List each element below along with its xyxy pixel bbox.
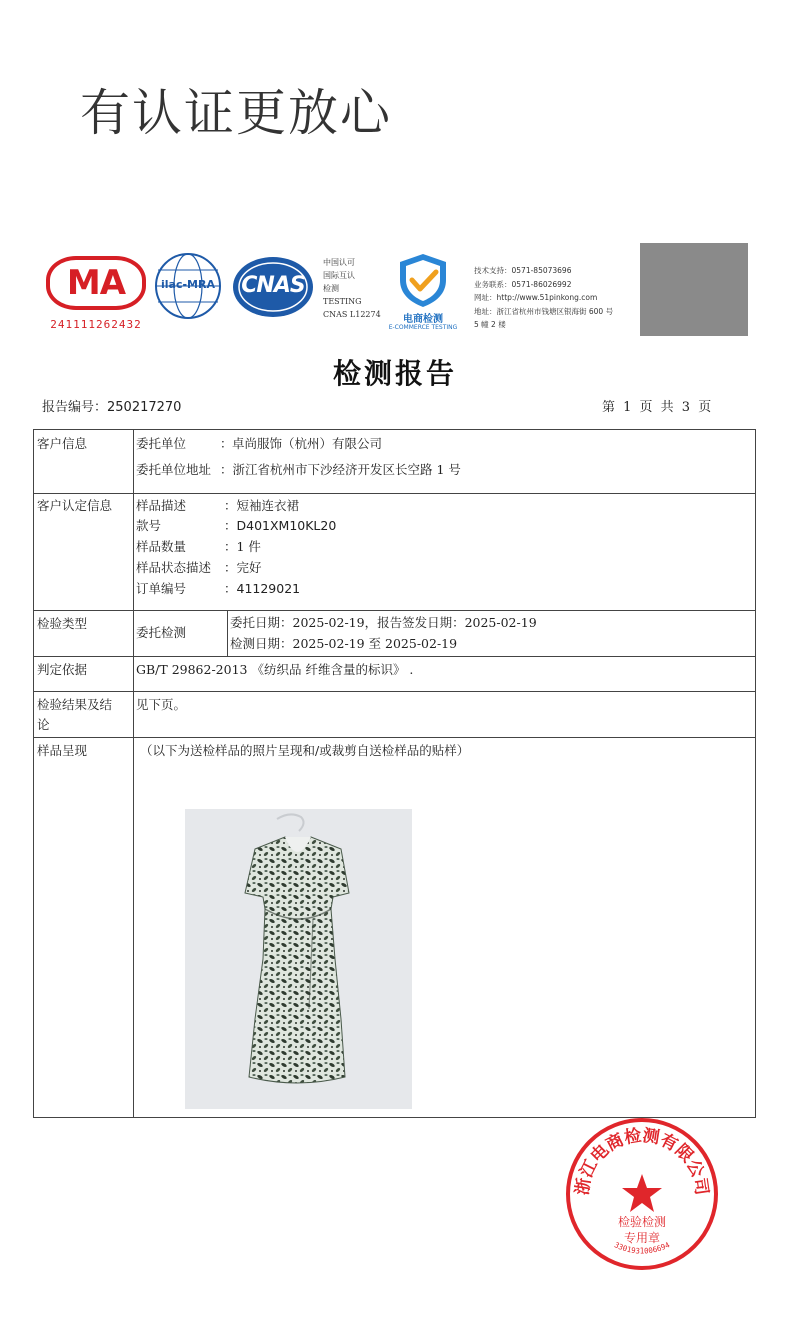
row-divider (34, 656, 755, 657)
sample-qty-label: 样品数量 (136, 539, 187, 554)
basis-value: GB/T 29862-2013 《纺织品 纤维含量的标识》 . (136, 662, 414, 677)
cnas-logo (232, 256, 314, 318)
ecommerce-cn-label: 电商检测 (403, 314, 443, 325)
column-divider (227, 610, 228, 656)
dress-photo-illustration (185, 809, 412, 1109)
row-divider (34, 737, 755, 738)
cnas-caption-line: 中国认可 (323, 258, 355, 267)
stamp-arc-text: 浙江电商检测有限公司 (572, 1125, 712, 1197)
result-label-line2: 论 (37, 717, 50, 732)
address-line: 5 幢 2 楼 (474, 320, 506, 329)
cnas-label: CNAS (241, 273, 305, 298)
sample-qty-value: ：1 件 (224, 539, 261, 554)
ilac-mra-logo (154, 252, 222, 320)
style-number-label: 款号 (136, 518, 162, 533)
client-address-label: 委托单位地址 (136, 462, 212, 477)
sample-desc-label: 样品描述 (136, 498, 187, 513)
report-number (42, 396, 181, 415)
basis-label: 判定依据 (37, 662, 88, 677)
stamp-center-line2: 专用章 (623, 1231, 661, 1245)
column-divider (133, 430, 134, 1117)
sample-presentation-note: （以下为送检样品的照片呈现和/或裁剪自送检样品的贴样） (140, 743, 470, 758)
client-address-value: ：浙江省杭州市下沙经济开发区长空路 1 号 (220, 462, 461, 477)
page-info: 第 1 页 共 3 页 (602, 400, 714, 415)
contact-info (474, 264, 644, 332)
sample-desc-value: ：短袖连衣裙 (224, 498, 300, 513)
cnas-caption-line: 检测 (323, 284, 339, 293)
ecommerce-testing-logo (384, 250, 462, 330)
result-value: 见下页。 (136, 697, 187, 712)
stamp-number: 3301931006694 (612, 1240, 672, 1256)
report-title: 检测报告 (332, 357, 457, 390)
row-divider (34, 493, 755, 494)
business-line: 业务联系：0571-86026992 (474, 279, 572, 289)
address-line: 地址：浙江省杭州市钱塘区银海街 600 号 (474, 306, 614, 316)
website-line: 网址：http://www.51pinkong.com (474, 293, 598, 302)
sample-presentation-label: 样品呈现 (37, 743, 88, 758)
commission-dates: 委托日期：2025-02-19，报告签发日期：2025-02-19 (230, 615, 537, 630)
report-form (33, 429, 756, 1118)
sample-status-value: ：完好 (224, 560, 262, 575)
shield-check-icon (384, 250, 462, 310)
row-divider (34, 610, 755, 611)
stamp-seal-icon (564, 1116, 720, 1272)
qr-code-blurred (640, 243, 748, 336)
client-unit-label: 委托单位 (136, 436, 187, 451)
stamp-center-line1: 检验检测 (617, 1215, 667, 1229)
report-number-label: 报告编号： (42, 400, 108, 415)
inspection-type-value: 委托检测 (136, 625, 187, 640)
certification-logos (0, 240, 790, 340)
row-divider (34, 691, 755, 692)
cma-logo (46, 256, 146, 336)
order-number-value: ：41129021 (224, 581, 301, 596)
page-heading: 有认证更放心 (80, 84, 392, 142)
client-info-label: 客户信息 (37, 436, 88, 451)
order-number-label: 订单编号 (136, 581, 187, 596)
style-number-value: ：D401XM10KL20 (224, 518, 337, 533)
result-label-line1: 检验结果及结 (37, 697, 113, 712)
cnas-caption (323, 256, 381, 321)
official-stamp (564, 1116, 720, 1272)
cnas-caption-line: TESTING (323, 297, 362, 306)
ecommerce-en-label: E-COMMERCE TESTING (388, 324, 458, 331)
testing-dates: 检测日期：2025-02-19 至 2025-02-19 (230, 636, 458, 651)
ilac-label: ilac-MRA (161, 278, 215, 291)
sample-photo (185, 809, 412, 1109)
cnas-caption-line: 国际互认 (323, 271, 355, 280)
cnas-caption-line: CNAS L12274 (323, 310, 381, 319)
cma-mark: MA (46, 256, 146, 310)
client-unit-value: 卓尚服饰（杭州）有限公司 (232, 436, 383, 451)
client-unit-sep: ： (220, 436, 233, 451)
tech-support-line: 技术支持：0571-85073696 (474, 266, 572, 275)
inspection-type-label: 检验类型 (37, 616, 88, 631)
cma-number: 241111262432 (50, 318, 142, 331)
sample-status-label: 样品状态描述 (136, 560, 212, 575)
report-number-value: 250217270 (107, 400, 182, 415)
client-confirmed-label: 客户认定信息 (37, 498, 113, 513)
